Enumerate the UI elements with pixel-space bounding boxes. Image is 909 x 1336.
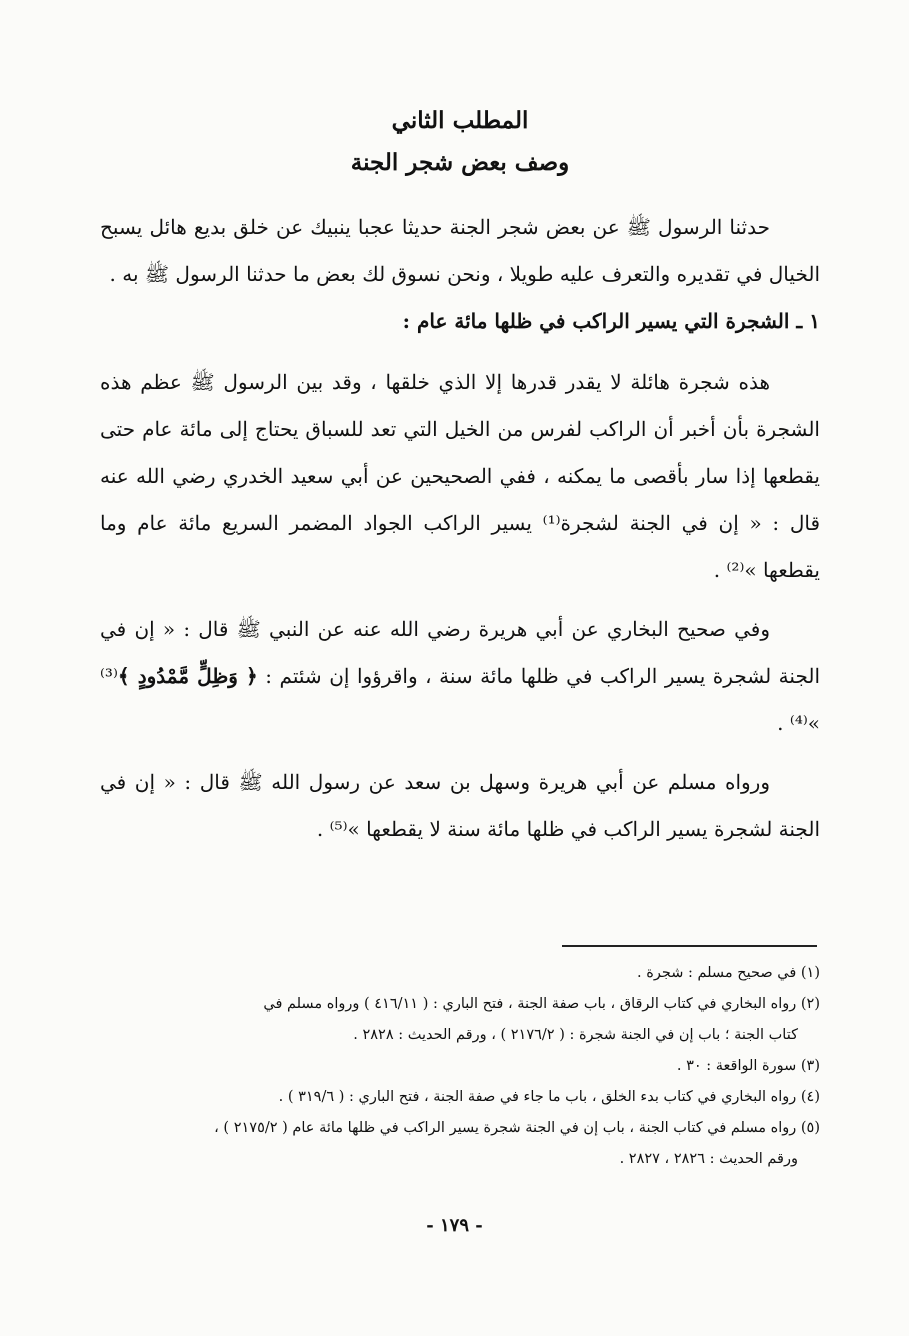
footnote-5-continued: ورقم الحديث : ٢٨٢٦ ، ٢٨٢٧ .: [619, 1151, 798, 1167]
footnotes: [100, 958, 820, 1175]
footnote-1: (١) في صحيح مسلم : شجرة .: [637, 965, 820, 981]
paragraph-tree-description: هذه شجرة هائلة لا يقدر قدرها إلا الذي خلقها ، وقد بين الرسول ﷺ عظم هذه الشجرة بأن أخبر أن الراكب لفرس من الخيل التي تعد للسباق يحتاج إلى مائة عام حتى يقطعها إذا سار بأقصى ما يمكنه ، ففي الصحيحين عن أبي سعيد الخدري رضي الله عنه قال : « إن في الجنة لشجرة⁽¹⁾ يسير الراكب الجواد المضمر السريع مائة عام وما يقطعها »⁽²⁾ .: [100, 370, 821, 582]
subheading-tree: ١ ـ الشجرة التي يسير الراكب في ظلها مائة عام :: [402, 309, 820, 333]
paragraph-bukhari: [100, 606, 820, 747]
footnote-2: (٢) رواه البخاري في كتاب الرقاق ، باب صفة الجنة ، فتح الباري : ( ٤١٦/١١ ) ورواه مسلم في: [263, 996, 820, 1012]
section-title: المطلب الثاني: [391, 107, 529, 134]
bukhari-end: ⁽³⁾ »⁽⁴⁾ .: [100, 664, 820, 735]
quran-verse: ﴿ وَظِلٍّ مَّمْدُودٍ ﴾: [117, 664, 258, 688]
footnote-4: (٤) رواه البخاري في كتاب بدء الخلق ، باب ما جاء في صفة الجنة ، فتح الباري : ( ٣١٩/٦ ) .: [278, 1089, 820, 1105]
footnote-2-continued: كتاب الجنة ؛ باب إن في الجنة شجرة : ( ٢١٧٦/٢ ) ، ورقم الحديث : ٢٨٢٨ .: [353, 1027, 798, 1043]
page-body: [100, 100, 820, 853]
footnote-5: (٥) رواه مسلم في كتاب الجنة ، باب إن في الجنة شجرة يسير الراكب في ظلها مائة عام ( ٢١٧٥/٢ ) ،: [214, 1120, 820, 1136]
bukhari-text: وفي صحيح البخاري عن أبي هريرة رضي الله عنه عن النبي ﷺ قال : « إن في الجنة لشجرة يسير الراكب في ظلها مائة سنة ، واقرؤوا إن شئتم :: [100, 617, 821, 688]
footnote-3: (٣) سورة الواقعة : ٣٠ .: [676, 1058, 820, 1074]
footnote-divider: [562, 945, 817, 947]
intro-paragraph: حدثنا الرسول ﷺ عن بعض شجر الجنة حديثا عجبا ينبيك عن خلق بديع هائل يسبح الخيال في تقديره والتعرف عليه طويلا ، ونحن نسوق لك بعض ما حدثنا الرسول ﷺ به .: [100, 215, 820, 286]
section-subtitle: وصف بعض شجر الجنة: [350, 149, 570, 176]
paragraph-muslim: ورواه مسلم عن أبي هريرة وسهل بن سعد عن رسول الله ﷺ قال : « إن في الجنة لشجرة يسير الراكب في ظلها مائة سنة لا يقطعها »⁽⁵⁾ .: [100, 770, 820, 841]
page-number: - ١٧٩ -: [426, 1215, 483, 1236]
